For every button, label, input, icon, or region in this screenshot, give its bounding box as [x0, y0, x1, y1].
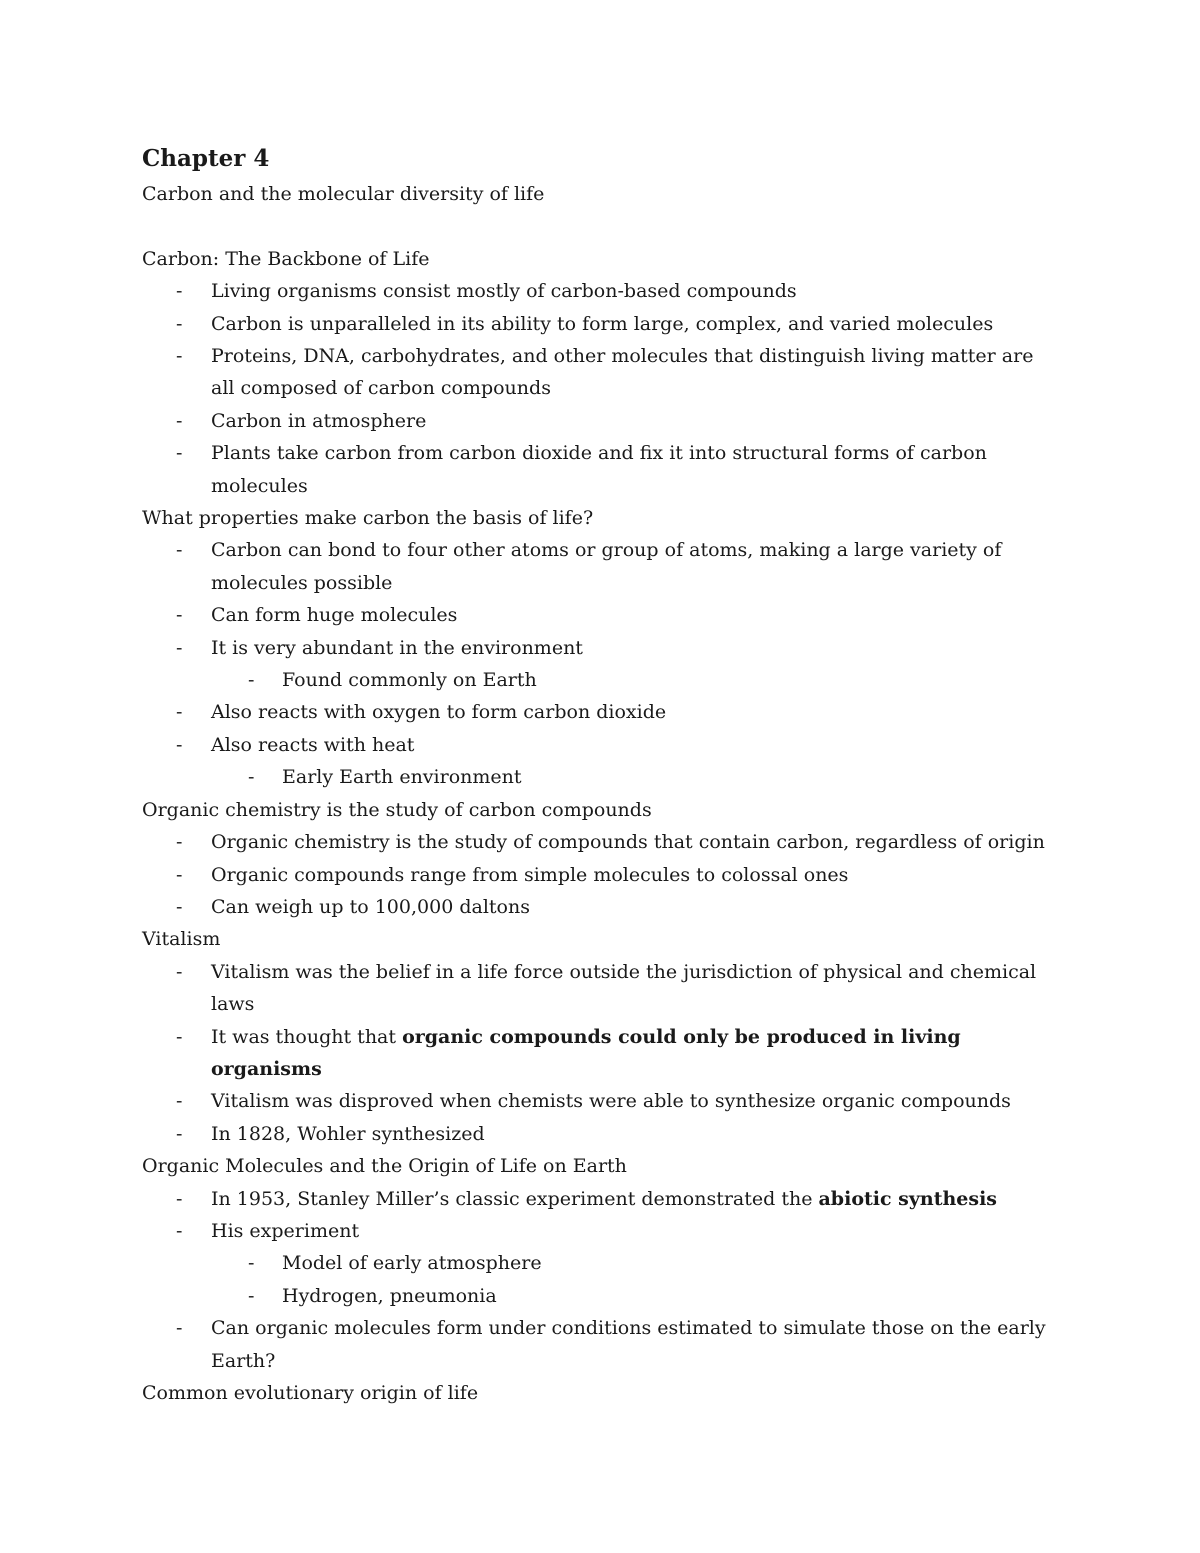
bullet-text: [211, 437, 1062, 502]
bullet-text: [211, 405, 1062, 437]
section-heading: Common evolutionary origin of life: [142, 1382, 479, 1405]
bullet-dash: -: [176, 960, 183, 983]
section-heading: What properties make carbon the basis of life?: [142, 507, 594, 530]
bullet-text-plain: Also reacts with oxygen to form carbon dioxide: [211, 701, 667, 724]
bullet-text: [211, 308, 1062, 340]
bullet-text-plain: Found commonly on Earth: [282, 669, 537, 692]
bullet-dash: -: [176, 831, 183, 854]
bullet-item: [142, 1215, 1062, 1247]
bullet-dash: -: [176, 1122, 183, 1145]
bullet-text-plain: Can organic molecules form under conditions estimated to simulate those on the early Earth?: [211, 1317, 1046, 1372]
bullet-text: [211, 891, 1062, 923]
section-heading: Carbon: The Backbone of Life: [142, 247, 430, 270]
bullet-text-plain: It is very abundant in the environment: [211, 636, 583, 659]
bullet-item: [142, 859, 1062, 891]
bullet-text: [211, 696, 1062, 728]
section-heading: Organic Molecules and the Origin of Life on Earth: [142, 1155, 627, 1178]
bullet-text-plain: Carbon can bond to four other atoms or group of atoms, making a large variety of molecules possible: [211, 539, 1002, 594]
bullet-dash: -: [176, 636, 183, 659]
bullet-text: [211, 826, 1062, 858]
document-title: Chapter 4: [142, 145, 270, 172]
bullet-text-plain: Carbon in atmosphere: [211, 409, 427, 432]
bullet-text-plain: Organic compounds range from simple molecules to colossal ones: [211, 863, 849, 886]
sub-bullet-item: [142, 761, 1062, 793]
bullet-item: [142, 1118, 1062, 1150]
bullet-text: [211, 729, 1062, 761]
bullet-dash: -: [176, 733, 183, 756]
bullet-dash: -: [176, 345, 183, 368]
bullet-dash: -: [176, 604, 183, 627]
sub-bullet-item: [142, 664, 1062, 696]
bullet-item: [142, 1183, 1062, 1215]
document-subtitle: Carbon and the molecular diversity of life: [142, 183, 545, 205]
bullet-dash: -: [176, 442, 183, 465]
bullet-text: [211, 632, 1062, 664]
bullet-text-plain: Vitalism was disproved when chemists were able to synthesize organic compounds: [211, 1090, 1011, 1113]
bullet-text: [211, 275, 1062, 307]
sub-bullet-item: [142, 1280, 1062, 1312]
bullet-dash: -: [176, 1219, 183, 1242]
bullet-item: [142, 956, 1062, 1021]
notes-body: [142, 243, 1062, 1410]
bullet-item: [142, 729, 1062, 761]
bullet-text-plain: It was thought that: [211, 1025, 403, 1048]
bullet-text-plain: Can weigh up to 100,000 daltons: [211, 895, 530, 918]
bullet-text-plain: Living organisms consist mostly of carbon-based compounds: [211, 280, 797, 303]
bullet-dash: -: [176, 1025, 183, 1048]
bullet-dash: -: [176, 539, 183, 562]
bullet-item: [142, 891, 1062, 923]
bullet-text-plain: In 1828, Wohler synthesized: [211, 1122, 485, 1145]
bullet-dash: -: [176, 280, 183, 303]
bullet-text: [211, 1215, 1062, 1247]
bullet-text: [282, 1280, 1062, 1312]
bullet-dash: -: [248, 669, 255, 692]
bullet-dash: -: [248, 766, 255, 789]
bullet-dash: -: [176, 895, 183, 918]
document-page: [142, 140, 1062, 1409]
bullet-dash: -: [176, 409, 183, 432]
section-heading: Vitalism: [142, 928, 221, 951]
bullet-item: [142, 308, 1062, 340]
bullet-text-plain: Carbon is unparalleled in its ability to form large, complex, and varied molecules: [211, 312, 994, 335]
bullet-item: [142, 1312, 1062, 1377]
bullet-text-plain: Proteins, DNA, carbohydrates, and other molecules that distinguish living matter are all composed of carbon compounds: [211, 345, 1034, 400]
bullet-dash: -: [176, 1187, 183, 1210]
bullet-dash: -: [176, 312, 183, 335]
section-heading: Organic chemistry is the study of carbon compounds: [142, 798, 652, 821]
bullet-text-bold: abiotic synthesis: [818, 1187, 998, 1210]
bullet-text-plain: Plants take carbon from carbon dioxide and fix it into structural forms of carbon molecules: [211, 442, 987, 497]
bullet-dash: -: [176, 1317, 183, 1340]
bullet-text: [211, 956, 1062, 1021]
bullet-text-plain: Hydrogen, pneumonia: [282, 1284, 497, 1307]
bullet-dash: -: [176, 701, 183, 724]
bullet-text-plain: Organic chemistry is the study of compounds that contain carbon, regardless of origin: [211, 831, 1045, 854]
bullet-text: [211, 340, 1062, 405]
bullet-text: [211, 859, 1062, 891]
bullet-item: [142, 340, 1062, 405]
bullet-text-bold: organic compounds could only be produced in living organisms: [211, 1025, 961, 1080]
bullet-text: [211, 1085, 1062, 1117]
bullet-dash: -: [176, 1090, 183, 1113]
bullet-item: [142, 696, 1062, 728]
bullet-text: [282, 761, 1062, 793]
bullet-item: [142, 1021, 1062, 1086]
bullet-item: [142, 599, 1062, 631]
bullet-text-plain: Can form huge molecules: [211, 604, 458, 627]
bullet-text-plain: In 1953, Stanley Miller’s classic experiment demonstrated the: [211, 1187, 819, 1210]
bullet-text: [282, 1247, 1062, 1279]
bullet-item: [142, 437, 1062, 502]
bullet-text: [211, 1183, 1062, 1215]
bullet-dash: -: [176, 863, 183, 886]
bullet-item: [142, 405, 1062, 437]
bullet-text: [211, 1021, 1062, 1086]
bullet-item: [142, 534, 1062, 599]
bullet-text: [282, 664, 1062, 696]
bullet-text-plain: Also reacts with heat: [211, 733, 415, 756]
bullet-item: [142, 632, 1062, 664]
sub-bullet-item: [142, 1247, 1062, 1279]
bullet-item: [142, 275, 1062, 307]
bullet-dash: -: [248, 1252, 255, 1275]
bullet-text-plain: Vitalism was the belief in a life force outside the jurisdiction of physical and chemical laws: [211, 960, 1037, 1016]
blank-line: [142, 210, 1062, 242]
bullet-text: [211, 599, 1062, 631]
bullet-text-plain: His experiment: [211, 1219, 360, 1242]
bullet-text: [211, 1118, 1062, 1150]
bullet-item: [142, 1085, 1062, 1117]
bullet-text: [211, 1312, 1062, 1377]
bullet-dash: -: [248, 1284, 255, 1307]
bullet-text: [211, 534, 1062, 599]
bullet-text-plain: Early Earth environment: [282, 766, 522, 789]
bullet-text-plain: Model of early atmosphere: [282, 1252, 542, 1275]
bullet-item: [142, 826, 1062, 858]
